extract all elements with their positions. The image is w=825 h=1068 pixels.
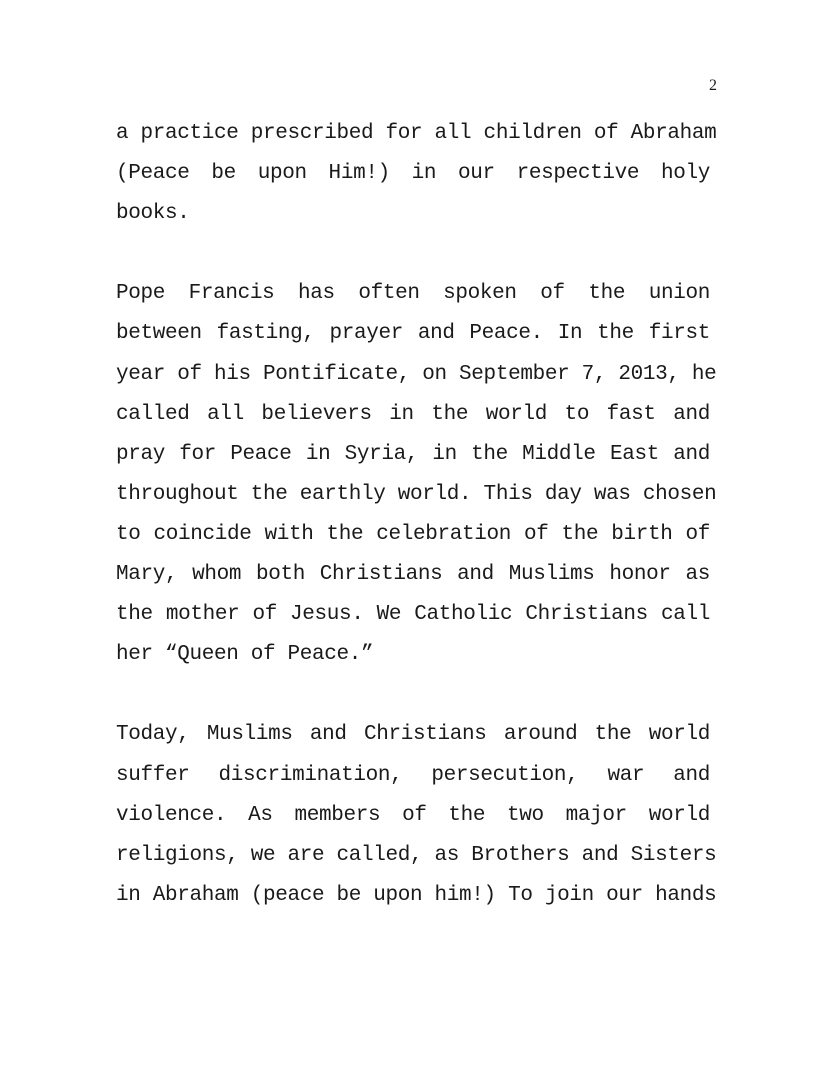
text-line: Pope Francis has often spoken of the union <box>116 282 710 306</box>
text-line: violence. As members of the two major world <box>116 803 710 827</box>
text-line: year of his Pontificate, on September 7, 2013, he <box>116 362 717 386</box>
text-line: in Abraham (peace be upon him!) To join our hands <box>116 883 717 907</box>
page-number: 2 <box>709 77 717 94</box>
text-line: books. <box>116 202 190 226</box>
paragraph-1 <box>116 114 717 234</box>
text-line: Today, Muslims and Christians around the world <box>116 723 710 747</box>
paragraph-3 <box>116 715 717 915</box>
text-line: her “Queen of Peace.” <box>116 643 374 667</box>
text-line: called all believers in the world to fast and <box>116 402 710 426</box>
paragraph-spacer <box>116 234 710 274</box>
text-line: pray for Peace in Syria, in the Middle East and <box>116 442 710 466</box>
text-line: throughout the earthly world. This day was chosen <box>116 482 717 506</box>
text-line: a practice prescribed for all children of Abraham <box>116 122 717 145</box>
text-line: the mother of Jesus. We Catholic Christians call <box>116 603 710 627</box>
text-line: suffer discrimination, persecution, war and <box>116 763 710 787</box>
text-line: (Peace be upon Him!) in our respective holy <box>116 162 710 186</box>
text-line: to coincide with the celebration of the birth of <box>116 522 710 546</box>
paragraph-2 <box>116 274 717 675</box>
paragraph-spacer <box>116 675 710 715</box>
text-line: Mary, whom both Christians and Muslims honor as <box>116 563 710 587</box>
text-line: religions, we are called, as Brothers and Sisters <box>116 843 717 867</box>
text-line: between fasting, prayer and Peace. In the first <box>116 322 710 346</box>
body-text <box>116 114 717 916</box>
